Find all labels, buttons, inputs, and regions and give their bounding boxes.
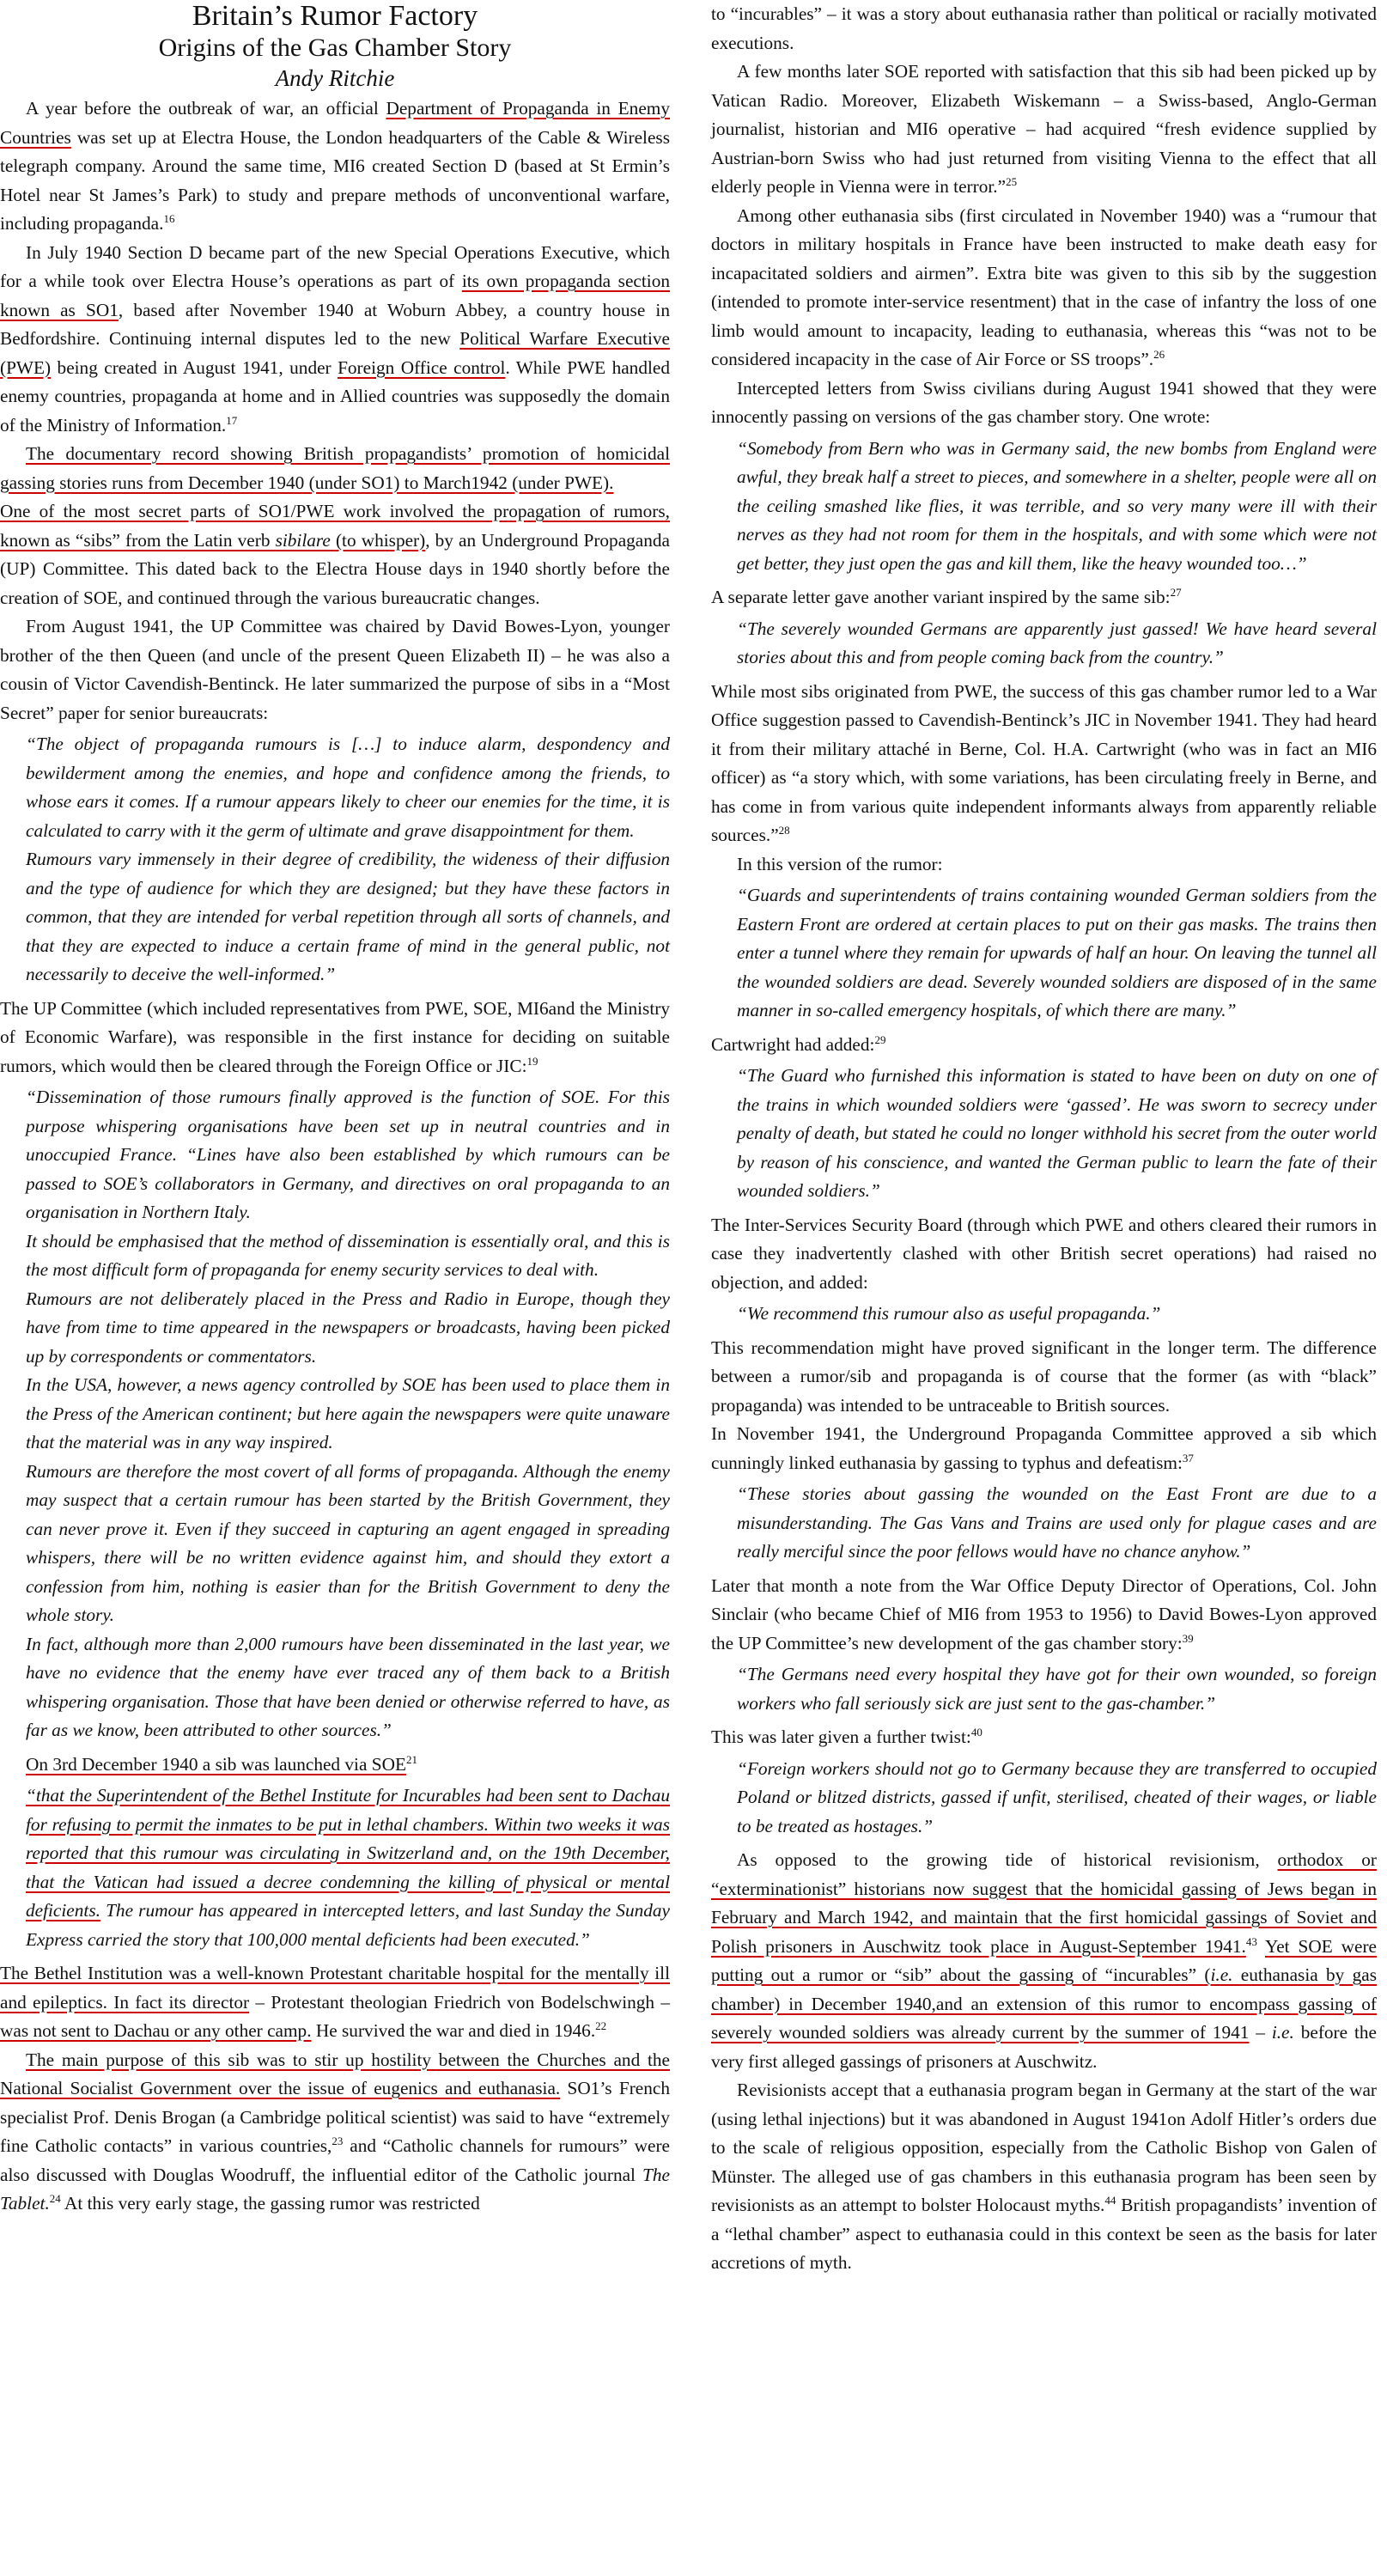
- underlined-text: On 3rd December 1940 a sib was launched via SOE: [26, 1753, 406, 1775]
- footnote-ref: 28: [778, 823, 790, 837]
- left-column: [0, 0, 670, 2219]
- paragraph: In July 1940 Section D became part of the new Special Operations Executive, which for a while took over Electra House’s operations as part of its own propaganda section known as SO1, based after November 1940 at Woburn Abbey, a country house in Bedfordshire. Continuing internal disputes led to the new Political Warfare Executive (PWE) being created in August 1941, under Foreign Office control. While PWE handled enemy countries, propaganda at home and in Allied countries was supposedly the domain of the Ministry of Information.$^{17}$: [0, 241, 671, 435]
- block-quote: “Guards and superintendents of trains containing wounded German soldiers from the Eastern Front are ordered at certain places to put on their gas masks. The trains then enter a tunnel where they remain for upwards of half an hour. On leaving the tunnel all the wounded soldiers are dead. Severely wounded soldiers are disposed of in the same manner in so-called emergency hospitals, of which there are many.”: [737, 885, 1377, 1020]
- paragraph: The main purpose of this sib was to stir up hostility between the Churches and the National Socialist Government over the issue of eugenics and euthanasia. SO1’s French specialist Prof. Denis Brogan (a Cambridge political scientist) was said to have “extremely fine Catholic contacts” in various countries,$^{23}$ and “Catholic channels for rumours” were also discussed with Douglas Woodruff, the influential editor of the Catholic journal The Tablet.$^{24}$ At this very early stage, the gassing rumor was restricted: [0, 2049, 670, 2214]
- block-quote: “The Germans need every hospital they have got for their own wounded, so foreign workers who fall seriously sick are just sent to the gas-chamber.”: [737, 1664, 1377, 1714]
- underlined-text: orthodox or “exterminationist” historians now suggest that the homicidal gassing of Jews began in February and March 1942, and maintain that the first homicidal gassings of Soviet and Polish prisoners in Auschwitz took place in August-September 1941.: [711, 1849, 1377, 1957]
- footnote-ref: 27: [1170, 585, 1182, 599]
- article-title: Britain’s Rumor Factory: [192, 0, 478, 32]
- footnote-ref: 24: [49, 2191, 61, 2205]
- underlined-text: Yet SOE were putting out a rumor or “sib” about the gassing of “incurables” (: [711, 1935, 1377, 1985]
- block-quote: “that the Superintendent of the Bethel Institute for Incurables had been sent to Dachau for refusing to permit the inmates to be put in lethal chambers. Within two weeks it was reported that this rumour was circulating in Switzerland and, on the 19th December, that the Vatican had issued a decree condemning the killing of physical or mental deficients. The rumour has appeared in intercepted letters, and last Sunday the Sunday Express carried the story that 100,000 mental deficients had been executed.”: [26, 1785, 670, 1950]
- footnote-ref: 21: [405, 1752, 417, 1766]
- footnote-ref: 19: [526, 1054, 538, 1068]
- paragraph: While most sibs originated from PWE, the success of this gas chamber rumor led to a War Office suggestion passed to Cavendish-Bentinck’s JIC in November 1941. They had heard it from their military attaché in Berne, Col. H.A. Cartwright (who was in fact an MI6 officer) as “a story which, with some variations, has been circulating freely in Berne, and has come in from various quite independent informants always from apparently reliable sources.”$^{28}$: [711, 680, 1377, 845]
- underlined-text: The main purpose of this sib was to stir up hostility between the Churches and the National Socialist Government over the issue of eugenics and euthanasia.: [0, 2049, 670, 2098]
- paragraph: Later that month a note from the War Office Deputy Director of Operations, Col. John Sinclair (who became Chief of MI6 from 1953 to 1956) to David Bowes-Lyon approved the UP Committee’s new development of the gas chamber story:$^{39}$: [711, 1574, 1377, 1653]
- block-quote: “The object of propaganda rumours is […] to induce alarm, despondency and bewilderment among the enemies, and hope and confidence among the friends, to whose ears it comes. If a rumour appears likely to cheer our enemies for the time, it is calculated to carry with it the germ of ultimate and grave disappointment for them. Rumours vary immensely in their degree of credibility, the wideness of their diffusion and the type of audience for which they are designed; but they have these factors in common, that they are intended for verbal repetition through all sorts of channels, and that they are expected to induce a certain frame of mind in the general public, not necessarily to deceive the well-informed.”: [26, 734, 670, 984]
- footnote-ref: 44: [1104, 2193, 1116, 2207]
- paragraph: A year before the outbreak of war, an official Department of Propaganda in Enemy Countries was set up at Electra House, the London headquarters of the Cable & Wireless telegraph company. Around the same time, MI6 created Section D (based at St Ermin’s Hotel near St James’s Park) to study and prepare methods of unconventional warfare, including propaganda.$^{16}$: [0, 98, 670, 234]
- underlined-text: Foreign Office control: [338, 356, 506, 378]
- paragraph: [0, 440, 670, 497]
- paragraph: [0, 1751, 670, 1780]
- paragraph: Revisionists accept that a euthanasia program began in Germany at the start of the war (using lethal injections) but it was abandoned in August 1941on Adolf Hitler’s orders due to the scale of religious opposition, especially from the Catholic Bishop von Galen of Münster. The alleged use of gas chambers in this euthanasia program has been seen by revisionists as an attempt to bolster Holocaust myths.$^{44}$ British propagandists’ invention of a “lethal chamber” aspect to euthanasia could in this context be seen as the basis for later accretions of myth.: [711, 2080, 1377, 2273]
- paragraph: The Bethel Institution was a well-known Protestant charitable hospital for the mentally ill and epileptics. In fact its director – Protestant theologian Friedrich von Bodelschwingh – was not sent to Dachau or any other camp. He survived the war and died in 1946.22: [0, 1963, 671, 2041]
- paragraph: A separate letter gave another variant inspired by the same sib:$^{27}$: [711, 585, 1182, 607]
- underlined-text: Political Warfare Executive (PWE): [0, 328, 670, 378]
- underlined-text: One of the most secret parts of SO1/PWE work involved the propagation of rumors, known as “sibs” from the Latin verb: [0, 501, 670, 551]
- paragraph: The UP Committee (which included representatives from PWE, SOE, MI6and the Ministry of Economic Warfare), was responsible in the first instance for deciding on suitable rumors, which would then be cleared through the Foreign Office or JIC:$^{19}$: [0, 997, 670, 1076]
- paragraph: In this version of the rumor:: [737, 853, 943, 874]
- footnote-ref: 29: [874, 1032, 886, 1046]
- underlined-text: euthanasia by gas chamber) in December 1940,and an extension of this rumor to encompass gassing of severely wounded soldiers was already current by the summer of 1941: [711, 1964, 1377, 2043]
- block-quote: “Somebody from Bern who was in Germany said, the new bombs from England were awful, they break half a street to pieces, and somewhere in a shelter, people were all on the ceiling smashed like flies, it was terrible, and so very many were ill with their nerves as they had not room for them in the hospitals, and with some which were not get better, they just open the gas and kill them, like the heavy wounded too…”: [737, 437, 1377, 574]
- footnote-ref: 23: [332, 2134, 344, 2147]
- underlined-text: (to whisper): [330, 529, 426, 551]
- underlined-text: sibilare: [275, 529, 331, 551]
- paragraph: Intercepted letters from Swiss civilians during August 1941 showed that they were innocently passing on versions of the gas chamber story. One wrote:: [711, 377, 1377, 427]
- paragraph: Cartwright had added:$^{29}$: [711, 1032, 886, 1055]
- block-quote: “The Guard who furnished this information is stated to have been on duty on one of the trains in which wounded soldiers were ‘gassed’. He was sworn to secrecy under penalty of death, but stated he could no longer withhold his secret from the outer world by reason of his conscience, and wanted the German public to learn the fate of their wounded soldiers.”: [737, 1065, 1377, 1201]
- footnote-ref: 37: [1182, 1451, 1194, 1465]
- footnote-ref: 25: [1006, 174, 1018, 188]
- footnote-ref: 16: [163, 211, 175, 225]
- footnote-ref: 26: [1153, 347, 1165, 361]
- underlined-text: “that the Superintendent of the Bethel Institute for Incurables had been sent to Dachau for refusing to permit the inmates to be put in lethal chambers.: [26, 1785, 670, 1835]
- paragraph: This recommendation might have proved significant in the longer term. The difference between a rumor/sib and propaganda is of course that the former (as with “black” propaganda) was intended to be untraceable to British sources.: [711, 1337, 1377, 1416]
- footnote-ref: 22: [595, 2019, 607, 2032]
- paragraph: As opposed to the growing tide of historical revisionism, orthodox or “exterminationist” historians now suggest that the homicidal gassing of Jews began in February and March 1942, and maintain that the first homicidal gassings of Soviet and Polish prisoners in Auschwitz took place in August-September 1941.43 Yet SOE were putting out a rumor or “sib” about the gassing of “incurables” (i.e. euthanasia by gas chamber) in December 1940,and an extension of this rumor to encompass gassing of severely wounded soldiers was already current by the summer of 1941 – i.e. before the very first alleged gassings of prisoners at Auschwitz.: [711, 1849, 1378, 2072]
- block-quote: “We recommend this rumour also as useful propaganda.”: [737, 1303, 1161, 1324]
- underlined-text: was not sent to Dachau or any other camp.: [0, 2020, 312, 2041]
- footnote-ref: 40: [970, 1725, 982, 1739]
- block-quote: “Foreign workers should not go to Germany because they are transferred to occupied Poland or blitzed districts, gassed if unfit, sterilised, cheated of their wages, or liable to be treated as hostages.”: [737, 1757, 1377, 1836]
- underlined-text: The Bethel Institution was a well-known Protestant charitable hospital for the mentally ill and epileptics.: [0, 1963, 670, 2013]
- article-subtitle: Origins of the Gas Chamber Story: [158, 33, 512, 62]
- paragraph: The Inter-Services Security Board (through which PWE and others cleared their rumors in case they inadvertently clashed with other British secret operations) had raised no objection, and added:: [711, 1214, 1377, 1293]
- block-quote: “These stories about gassing the wounded on the East Front are due to a misunderstanding. The Gas Vans and Trains are used only for plague cases and are really merciful since the poor fellows would have no chance anyhow.”: [737, 1483, 1377, 1562]
- footnote-ref: 39: [1182, 1631, 1194, 1645]
- paragraph: Among other euthanasia sibs (first circulated in November 1940) was a “rumour that doctors in military hospitals in France have been instructed to make death easy for incapacitated soldiers and airmen”. Extra bite was given to this sib by the suggestion (intended to promote inter-service resentment) that in the case of infantry the loss of one limb would amount to incapacity, leading to euthanasia, whereas this “was not to be considered incapacity in the case of Air Force or SS troops”.$^{26}$: [711, 204, 1377, 369]
- underlined-text: Department of Propaganda in Enemy Countries: [0, 98, 670, 148]
- underlined-text: In fact its director: [106, 1991, 250, 2013]
- block-quote: “Dissemination of those rumours finally approved is the function of SOE. For this purpose whispering organisations have been set up in neutral countries and in unoccupied France. “Lines have also been established by which rumours can be passed to SOE’s collaborators in Germany, and directives on oral propaganda to an organisation in Northern Italy. It should be emphasised that the method of dissemination is essentially oral, and this is the most difficult form of propaganda for enemy security services to deal with. Rumours are not deliberately placed in the Press and Radio in Europe, though they have from time to time appeared in the newspapers or broadcasts, having been picked up by correspondents or commentators. In the USA, however, a news agency controlled by SOE has been used to place them in the Press of the American continent; but here again the newspapers were quite unaware that the material was in any way inspired. Rumours are therefore the most covert of all forms of propaganda. Although the enemy may suspect that a certain rumour has been started by the British Government, they can never prove it. Even if they succeed in capturing an agent engaged in spreading whispers, there will be no written evidence against him, and should they extort a confession from him, nothing is easier than for the British Government to deny the whole story. In fact, although more than 2,000 rumours have been disseminated in the last year, we have no evidence that the enemy have ever traced any of them back to a British whispering organisation. Those that have been denied or otherwise referred to have, as far as we know, been attributed to other sources.”: [26, 1087, 670, 1740]
- paragraph: From August 1941, the UP Committee was chaired by David Bowes-Lyon, younger brother of the then Queen (and uncle of the present Queen Elizabeth II) – he was also a cousin of Victor Cavendish-Bentinck. He later summarized the purpose of sibs in a “Most Secret” paper for senior bureaucrats:: [0, 616, 670, 723]
- paragraph: This was later given a further twist:$^{40}$: [711, 1725, 982, 1747]
- paragraph: In November 1941, the Underground Propaganda Committee approved a sib which cunningly linked euthanasia by gassing to typhus and defeatism:$^{37}$: [711, 1423, 1377, 1473]
- right-column: [711, 0, 1377, 2278]
- footnote-ref: 17: [226, 413, 238, 427]
- article-author: Andy Ritchie: [275, 65, 395, 91]
- underlined-text: The documentary record showing British propagandists’ promotion of homicidal gassing stories runs from December 1940 (under SO1) to March1942 (under PWE).: [0, 443, 670, 493]
- underlined-text: its own propaganda section known as SO1: [0, 271, 671, 320]
- underlined-text: i.e.: [1210, 1964, 1233, 1985]
- block-quote: “The severely wounded Germans are apparently just gassed! We have heard several stories about this and from people coming back from the country.”: [737, 618, 1377, 667]
- paragraph: to “incurables” – it was a story about euthanasia rather than political or racially motivated executions.: [711, 3, 1377, 53]
- underlined-text: Within two weeks it was reported that this rumour was circulating in Switzerland and, on the 19th December, that the Vatican had issued a decree condemning the killing of physical or mental deficients.: [26, 1813, 670, 1921]
- paragraph: One of the most secret parts of SO1/PWE work involved the propagation of rumors, known as “sibs” from the Latin verb sibilare (to whisper), by an Underground Propaganda (UP) Committee. This dated back to the Electra House days in 1940 shortly before the creation of SOE, and continued through the various bureaucratic changes.: [0, 501, 671, 608]
- footnote-ref: 43: [1245, 1934, 1257, 1948]
- paragraph: A few months later SOE reported with satisfaction that this sib had been picked up by Vatican Radio. Moreover, Elizabeth Wiskemann – a Swiss-based, Anglo-German journalist, historian and MI6 operative – had acquired “fresh evidence supplied by Austrian-born Swiss who had just returned from visiting Vienna to the effect that all elderly people in Vienna were in terror.”$^{25}$: [711, 61, 1377, 197]
- article-header: [0, 0, 670, 93]
